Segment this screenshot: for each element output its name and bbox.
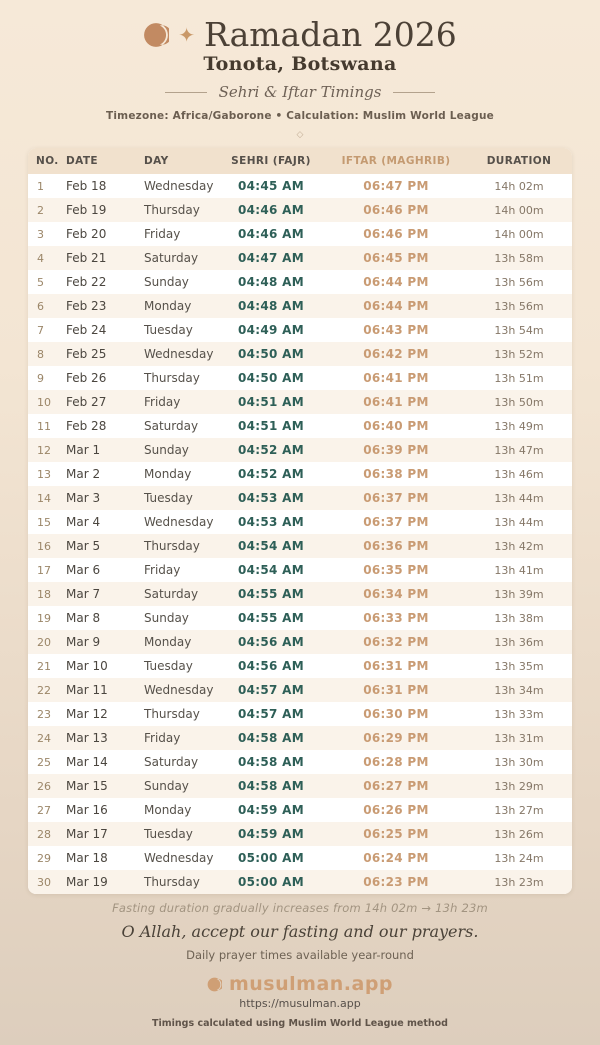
cell-date: Mar 11 — [66, 683, 108, 697]
table-row — [28, 822, 572, 846]
cell-date: Mar 17 — [66, 827, 108, 841]
cell-day: Sunday — [144, 779, 189, 793]
cell-sehri-time: 04:57 AM — [237, 683, 304, 697]
cell-sehri-time: 05:00 AM — [237, 875, 304, 889]
cell-day: Sunday — [144, 611, 189, 625]
cell-date: Feb 18 — [66, 179, 107, 193]
cell-iftar-time: 06:45 PM — [363, 251, 429, 265]
cell-sehri-time: 04:53 AM — [237, 515, 304, 529]
cell-no: 13 — [37, 467, 51, 481]
cell-no: 18 — [37, 587, 51, 601]
cell-duration: 13h 36m — [494, 635, 544, 649]
crescent-moon-icon — [143, 22, 169, 48]
cell-iftar-time: 06:31 PM — [363, 659, 429, 673]
cell-no: 8 — [37, 347, 44, 361]
table-row — [28, 294, 572, 318]
table-row — [28, 534, 572, 558]
cell-date: Mar 5 — [66, 539, 101, 553]
cell-duration: 13h 30m — [494, 755, 544, 769]
cell-date: Mar 15 — [66, 779, 108, 793]
cell-day: Sunday — [144, 443, 189, 457]
cell-day: Thursday — [144, 539, 200, 553]
cell-iftar-time: 06:24 PM — [363, 851, 429, 865]
cell-duration: 13h 58m — [494, 251, 544, 265]
cell-date: Feb 23 — [66, 299, 107, 313]
table-row — [28, 750, 572, 774]
cell-sehri-time: 04:46 AM — [237, 203, 304, 217]
table-row — [28, 174, 572, 198]
cell-duration: 13h 35m — [494, 659, 544, 673]
table-row — [28, 606, 572, 630]
cell-duration: 13h 26m — [494, 827, 544, 841]
cell-duration: 13h 54m — [494, 323, 544, 337]
cell-no: 19 — [37, 611, 51, 625]
divider-line-right — [393, 92, 435, 93]
table-row — [28, 462, 572, 486]
table-row — [28, 510, 572, 534]
location-title: Tonota, Botswana — [203, 53, 397, 75]
cell-duration: 13h 46m — [494, 467, 544, 481]
cell-date: Feb 21 — [66, 251, 107, 265]
cell-duration: 13h 38m — [494, 611, 544, 625]
subtitle: Sehri & Iftar Timings — [218, 83, 382, 101]
cell-iftar-time: 06:30 PM — [363, 707, 429, 721]
cell-no: 2 — [37, 203, 44, 217]
cell-day: Thursday — [144, 203, 200, 217]
cell-no: 16 — [37, 539, 51, 553]
cell-date: Mar 8 — [66, 611, 101, 625]
cell-duration: 13h 34m — [494, 683, 544, 697]
cell-date: Feb 25 — [66, 347, 107, 361]
cell-iftar-time: 06:26 PM — [363, 803, 429, 817]
cell-iftar-time: 06:46 PM — [363, 203, 429, 217]
cell-no: 29 — [37, 851, 51, 865]
cell-no: 11 — [37, 419, 51, 433]
cell-day: Sunday — [144, 275, 189, 289]
cell-date: Feb 22 — [66, 275, 107, 289]
method-note: Timings calculated using Muslim World League method — [152, 1018, 448, 1029]
col-header-duration: DURATION — [466, 148, 572, 174]
cell-day: Friday — [144, 563, 181, 577]
cell-no: 12 — [37, 443, 51, 457]
cell-duration: 13h 41m — [494, 563, 544, 577]
cell-sehri-time: 04:58 AM — [237, 755, 304, 769]
table-header-row — [28, 148, 572, 174]
cell-sehri-time: 04:48 AM — [237, 275, 304, 289]
cell-day: Wednesday — [144, 179, 214, 193]
cell-day: Monday — [144, 467, 192, 481]
table-row — [28, 870, 572, 894]
cell-day: Wednesday — [144, 851, 214, 865]
cell-sehri-time: 04:50 AM — [237, 347, 304, 361]
table-row — [28, 222, 572, 246]
cell-duration: 13h 44m — [494, 515, 544, 529]
cell-day: Friday — [144, 731, 181, 745]
cell-duration: 13h 56m — [494, 275, 544, 289]
cell-sehri-time: 04:59 AM — [237, 803, 304, 817]
dua-text: O Allah, accept our fasting and our prayers. — [121, 922, 479, 941]
cell-duration: 13h 51m — [494, 371, 544, 385]
table-row — [28, 198, 572, 222]
table-row — [28, 654, 572, 678]
cell-no: 17 — [37, 563, 51, 577]
table-row — [28, 798, 572, 822]
col-header-date: DATE — [58, 148, 136, 174]
table-row — [28, 630, 572, 654]
cell-day: Thursday — [144, 707, 200, 721]
cell-date: Mar 10 — [66, 659, 108, 673]
cell-sehri-time: 04:55 AM — [237, 587, 304, 601]
table-row — [28, 774, 572, 798]
table-row — [28, 318, 572, 342]
cell-day: Saturday — [144, 755, 199, 769]
cell-date: Mar 6 — [66, 563, 101, 577]
cell-day: Monday — [144, 803, 192, 817]
cell-iftar-time: 06:46 PM — [363, 227, 429, 241]
cell-date: Feb 20 — [66, 227, 107, 241]
cell-sehri-time: 04:58 AM — [237, 731, 304, 745]
cell-day: Tuesday — [144, 491, 193, 505]
cell-iftar-time: 06:42 PM — [363, 347, 429, 361]
cell-iftar-time: 06:28 PM — [363, 755, 429, 769]
table-row — [28, 342, 572, 366]
cell-date: Mar 19 — [66, 875, 108, 889]
cell-sehri-time: 04:58 AM — [237, 779, 304, 793]
cell-date: Mar 13 — [66, 731, 108, 745]
cell-no: 14 — [37, 491, 51, 505]
cell-iftar-time: 06:34 PM — [363, 587, 429, 601]
col-header-iftar: IFTAR (MAGHRIB) — [326, 148, 466, 174]
cell-iftar-time: 06:35 PM — [363, 563, 429, 577]
brand-crescent-icon — [207, 977, 222, 992]
table-row — [28, 486, 572, 510]
cell-iftar-time: 06:44 PM — [363, 275, 429, 289]
cell-duration: 13h 49m — [494, 419, 544, 433]
cell-duration: 13h 29m — [494, 779, 544, 793]
cell-iftar-time: 06:37 PM — [363, 515, 429, 529]
availability-note: Daily prayer times available year-round — [186, 948, 414, 962]
cell-iftar-time: 06:23 PM — [363, 875, 429, 889]
cell-no: 25 — [37, 755, 51, 769]
cell-sehri-time: 04:47 AM — [237, 251, 304, 265]
cell-sehri-time: 04:50 AM — [237, 371, 304, 385]
cell-sehri-time: 05:00 AM — [237, 851, 304, 865]
table-row — [28, 270, 572, 294]
cell-duration: 13h 31m — [494, 731, 544, 745]
brand-row — [0, 973, 600, 995]
cell-sehri-time: 04:54 AM — [237, 563, 304, 577]
cell-no: 23 — [37, 707, 51, 721]
cell-duration: 13h 23m — [494, 875, 544, 889]
cell-day: Tuesday — [144, 659, 193, 673]
cell-duration: 13h 47m — [494, 443, 544, 457]
cell-duration: 13h 39m — [494, 587, 544, 601]
cell-date: Feb 27 — [66, 395, 107, 409]
cell-day: Friday — [144, 395, 181, 409]
cell-iftar-time: 06:33 PM — [363, 611, 429, 625]
table-row — [28, 390, 572, 414]
cell-day: Thursday — [144, 371, 200, 385]
cell-day: Monday — [144, 635, 192, 649]
cell-iftar-time: 06:27 PM — [363, 779, 429, 793]
page-footer — [0, 901, 600, 1029]
cell-day: Saturday — [144, 587, 199, 601]
cell-no: 1 — [37, 179, 44, 193]
cell-sehri-time: 04:51 AM — [237, 419, 304, 433]
cell-iftar-time: 06:41 PM — [363, 371, 429, 385]
cell-day: Friday — [144, 227, 181, 241]
cell-sehri-time: 04:45 AM — [237, 179, 304, 193]
cell-iftar-time: 06:47 PM — [363, 179, 429, 193]
table-row — [28, 726, 572, 750]
cell-date: Mar 14 — [66, 755, 108, 769]
cell-sehri-time: 04:48 AM — [237, 299, 304, 313]
cell-no: 20 — [37, 635, 51, 649]
page-header — [0, 0, 600, 140]
brand-name: musulman.app — [228, 973, 394, 995]
cell-sehri-time: 04:52 AM — [237, 467, 304, 481]
cell-no: 28 — [37, 827, 51, 841]
cell-date: Mar 4 — [66, 515, 101, 529]
cell-day: Monday — [144, 299, 192, 313]
table-row — [28, 846, 572, 870]
cell-iftar-time: 06:41 PM — [363, 395, 429, 409]
cell-date: Feb 24 — [66, 323, 107, 337]
cell-no: 3 — [37, 227, 44, 241]
cell-day: Wednesday — [144, 347, 214, 361]
cell-date: Mar 1 — [66, 443, 101, 457]
col-header-day: DAY — [136, 148, 216, 174]
cell-duration: 14h 00m — [494, 227, 544, 241]
cell-iftar-time: 06:39 PM — [363, 443, 429, 457]
table-row — [28, 438, 572, 462]
table-row — [28, 702, 572, 726]
cell-day: Tuesday — [144, 827, 193, 841]
cell-day: Saturday — [144, 419, 199, 433]
cell-no: 24 — [37, 731, 51, 745]
cell-no: 30 — [37, 875, 51, 889]
cell-iftar-time: 06:31 PM — [363, 683, 429, 697]
timings-table-body — [28, 174, 572, 894]
cell-duration: 13h 44m — [494, 491, 544, 505]
table-row — [28, 246, 572, 270]
cell-no: 4 — [37, 251, 44, 265]
cell-iftar-time: 06:38 PM — [363, 467, 429, 481]
divider-line-left — [165, 92, 207, 93]
cell-iftar-time: 06:32 PM — [363, 635, 429, 649]
subtitle-row — [0, 84, 600, 100]
cell-duration: 13h 52m — [494, 347, 544, 361]
cell-duration: 13h 50m — [494, 395, 544, 409]
cell-no: 10 — [37, 395, 51, 409]
cell-no: 7 — [37, 323, 44, 337]
cell-duration: 13h 56m — [494, 299, 544, 313]
cell-no: 5 — [37, 275, 44, 289]
cell-sehri-time: 04:56 AM — [237, 659, 304, 673]
cell-sehri-time: 04:52 AM — [237, 443, 304, 457]
cell-no: 26 — [37, 779, 51, 793]
cell-date: Mar 3 — [66, 491, 101, 505]
cell-date: Feb 26 — [66, 371, 107, 385]
table-row — [28, 558, 572, 582]
cell-sehri-time: 04:46 AM — [237, 227, 304, 241]
timezone-calculation-meta: Timezone: Africa/Gaborone • Calculation: Muslim World League — [106, 110, 494, 122]
cell-sehri-time: 04:53 AM — [237, 491, 304, 505]
table-row — [28, 582, 572, 606]
timings-table — [28, 148, 572, 894]
cell-iftar-time: 06:40 PM — [363, 419, 429, 433]
cell-day: Tuesday — [144, 323, 193, 337]
cell-day: Thursday — [144, 875, 200, 889]
cell-no: 9 — [37, 371, 44, 385]
cell-duration: 14h 02m — [494, 179, 544, 193]
cell-iftar-time: 06:37 PM — [363, 491, 429, 505]
cell-date: Mar 16 — [66, 803, 108, 817]
cell-sehri-time: 04:51 AM — [237, 395, 304, 409]
timings-card — [28, 148, 572, 894]
cell-no: 6 — [37, 299, 44, 313]
cell-no: 21 — [37, 659, 51, 673]
cell-no: 22 — [37, 683, 51, 697]
cell-day: Wednesday — [144, 683, 214, 697]
col-header-sehri: SEHRI (FAJR) — [216, 148, 326, 174]
col-header-no: NO. — [28, 148, 58, 174]
cell-iftar-time: 06:44 PM — [363, 299, 429, 313]
cell-iftar-time: 06:36 PM — [363, 539, 429, 553]
cell-no: 27 — [37, 803, 51, 817]
cell-duration: 13h 42m — [494, 539, 544, 553]
cell-day: Saturday — [144, 251, 199, 265]
table-row — [28, 366, 572, 390]
cell-sehri-time: 04:49 AM — [237, 323, 304, 337]
diamond-divider-icon: ◇ — [296, 130, 304, 140]
cell-date: Feb 28 — [66, 419, 107, 433]
cell-date: Mar 7 — [66, 587, 101, 601]
cell-sehri-time: 04:57 AM — [237, 707, 304, 721]
title-row — [0, 16, 600, 54]
cell-sehri-time: 04:55 AM — [237, 611, 304, 625]
cell-duration: 13h 33m — [494, 707, 544, 721]
cell-day: Wednesday — [144, 515, 214, 529]
cell-date: Mar 18 — [66, 851, 108, 865]
cell-iftar-time: 06:29 PM — [363, 731, 429, 745]
sparkle-icon: ✦ — [178, 23, 195, 47]
brand-url: https://musulman.app — [239, 997, 361, 1010]
cell-duration: 13h 24m — [494, 851, 544, 865]
table-row — [28, 414, 572, 438]
table-header — [28, 148, 572, 174]
cell-date: Mar 12 — [66, 707, 108, 721]
cell-date: Mar 9 — [66, 635, 101, 649]
cell-date: Feb 19 — [66, 203, 107, 217]
duration-note: Fasting duration gradually increases from 14h 02m → 13h 23m — [112, 901, 488, 915]
page-title: Ramadan 2026 — [203, 15, 457, 54]
cell-iftar-time: 06:25 PM — [363, 827, 429, 841]
cell-iftar-time: 06:43 PM — [363, 323, 429, 337]
cell-no: 15 — [37, 515, 51, 529]
table-row — [28, 678, 572, 702]
cell-sehri-time: 04:56 AM — [237, 635, 304, 649]
cell-date: Mar 2 — [66, 467, 101, 481]
cell-sehri-time: 04:54 AM — [237, 539, 304, 553]
cell-duration: 13h 27m — [494, 803, 544, 817]
cell-duration: 14h 00m — [494, 203, 544, 217]
cell-sehri-time: 04:59 AM — [237, 827, 304, 841]
